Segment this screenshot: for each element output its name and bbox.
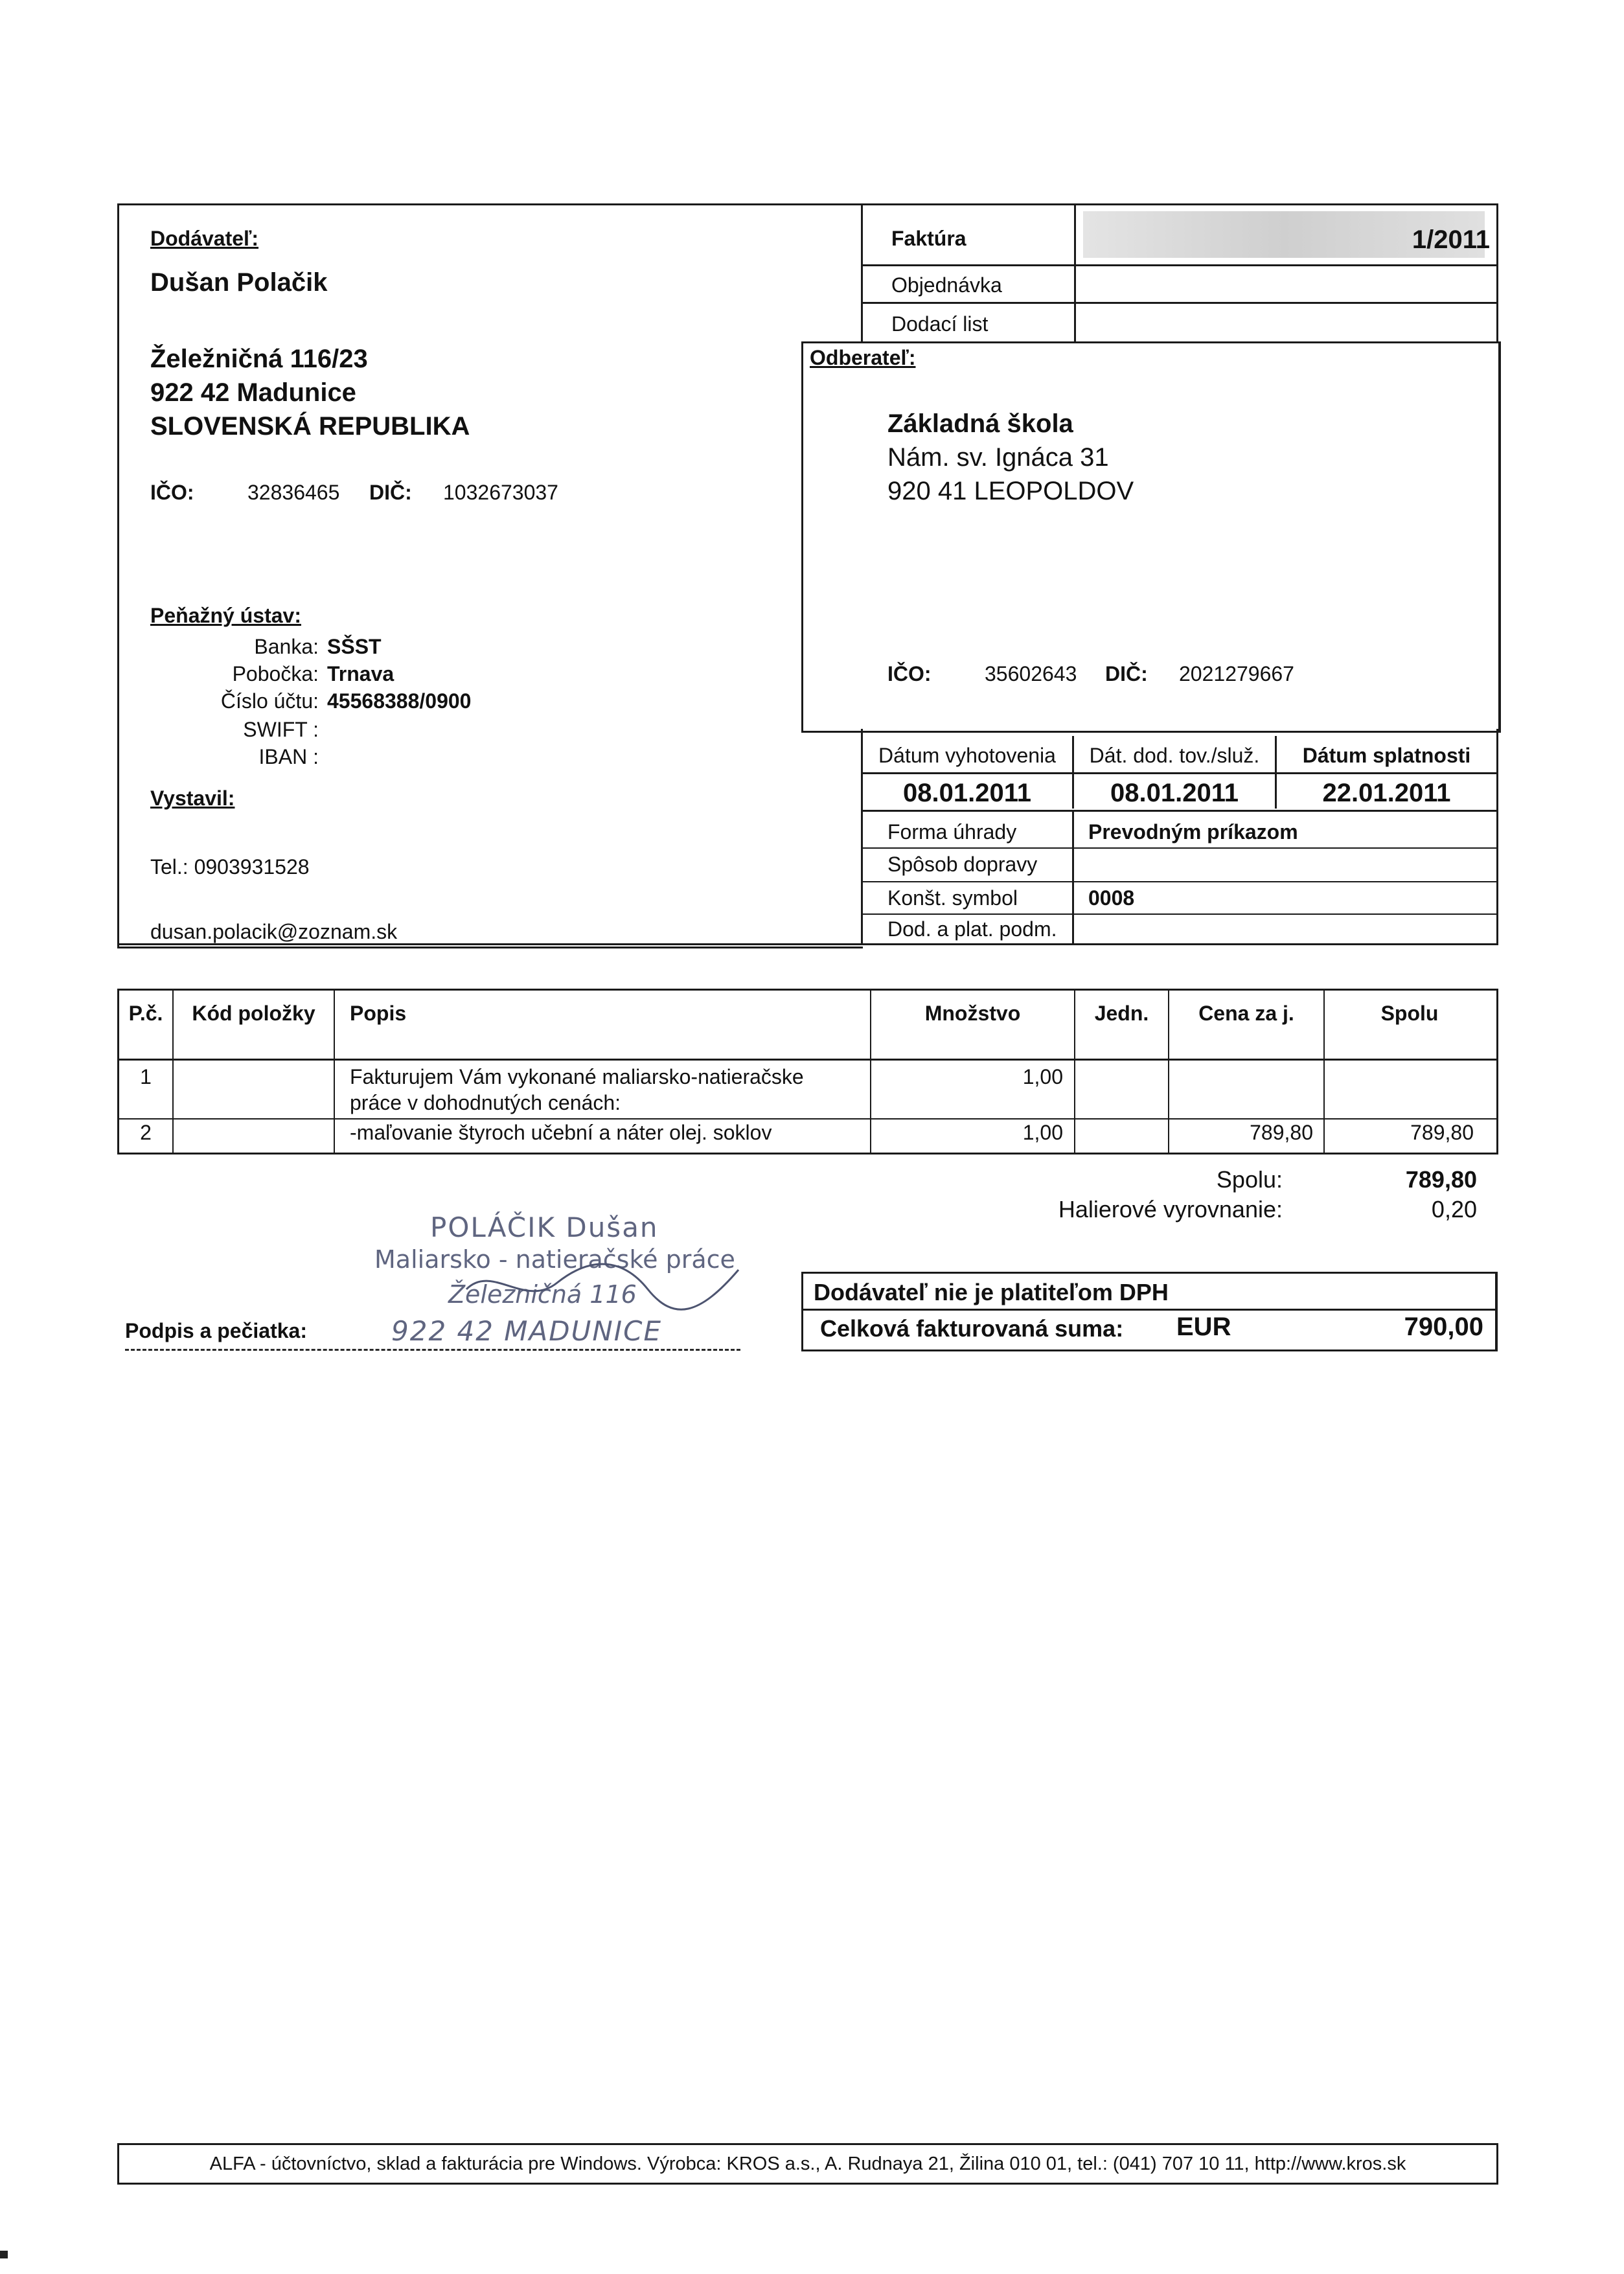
invoice-number: 1/2011 (1412, 225, 1490, 254)
payment-line-2 (861, 881, 1498, 882)
customer-city: 920 41 LEOPOLDOV (887, 477, 1134, 505)
supplier-ico: 32836465 (247, 481, 340, 504)
signature-label: Podpis a pečiatka: (125, 1319, 307, 1342)
supplier-ico-label: IČO: (150, 481, 194, 504)
table-header-line (117, 1059, 1498, 1061)
delivery-date-label: Dát. dod. tov./služ. (1089, 744, 1260, 767)
supplier-name: Dušan Polačik (150, 268, 328, 297)
order-label: Objednávka (891, 273, 1002, 297)
customer-street: Nám. sv. Ignáca 31 (887, 443, 1109, 472)
table-row-line (117, 1118, 1498, 1120)
final-currency: EUR (1176, 1313, 1231, 1341)
footer-text: ALFA - účtovníctvo, sklad a fakturácia pre Windows. Výrobca: KROS a.s., A. Rudnaya 21, Žilina 010 01, tel.: (041) 707 10 11, http://www.kros.sk (209, 2153, 1406, 2174)
swift-label: SWIFT : (243, 718, 319, 741)
supplier-dic-label: DIČ: (369, 481, 412, 504)
dates-value-line (861, 810, 1498, 812)
header-unit-price: Cena za j. (1198, 1002, 1294, 1025)
dates-label-line (861, 772, 1498, 774)
signature-stroke (466, 1264, 738, 1309)
customer-heading: Odberateľ: (810, 346, 916, 369)
row-total: 789,80 (1410, 1121, 1474, 1144)
signature-scribble (453, 1250, 751, 1328)
payment-bottom-line (117, 943, 1498, 945)
final-sum: 790,00 (1404, 1313, 1483, 1341)
header-unit: Jedn. (1094, 1002, 1149, 1025)
customer-dic-label: DIČ: (1105, 662, 1148, 685)
terms-label: Dod. a plat. podm. (887, 917, 1057, 941)
bank-value: SŠST (327, 635, 382, 658)
stamp-line-2: Maliarsko - natieračské práce (374, 1245, 735, 1274)
doc-top-line (861, 203, 1498, 205)
header-code: Kód položky (192, 1002, 315, 1025)
header-description: Popis (350, 1002, 407, 1025)
issue-date: 08.01.2011 (903, 779, 1031, 807)
issuer-heading: Vystavil: (150, 787, 235, 810)
customer-ico: 35602643 (985, 662, 1077, 685)
doc-right-border (1496, 203, 1498, 343)
final-sum-label: Celková fakturovaná suma: (820, 1315, 1124, 1342)
header-quantity: Množstvo (924, 1002, 1021, 1025)
dates-right-border (1496, 729, 1498, 945)
supplier-box (117, 203, 863, 948)
due-date-label: Dátum splatnosti (1302, 744, 1471, 767)
vat-note: Dodávateľ nie je platiteľom DPH (814, 1279, 1169, 1305)
stamp-line-3: Železničná 116 (448, 1280, 637, 1309)
doc-left-border (861, 203, 863, 343)
delivery-note-label: Dodací list (891, 312, 989, 336)
branch-value: Trnava (327, 662, 395, 685)
payment-line-1 (861, 847, 1498, 849)
bank-label: Banka: (254, 635, 319, 658)
rounding-label: Halierové vyrovnanie: (1058, 1196, 1283, 1223)
constant-symbol: 0008 (1088, 886, 1135, 910)
header-no: P.č. (128, 1002, 163, 1025)
row-quantity: 1,00 (1022, 1065, 1063, 1088)
final-sum-divider (801, 1309, 1498, 1311)
row-price: 789,80 (1250, 1121, 1313, 1144)
summary-total-label: Spolu: (1216, 1166, 1283, 1193)
branch-label: Pobočka: (232, 662, 319, 685)
payment-method-label: Forma úhrady (887, 820, 1017, 844)
issuer-phone: Tel.: 0903931528 (150, 855, 310, 879)
customer-ico-label: IČO: (887, 662, 932, 685)
row-description-line2: práce v dohodnutých cenách: (350, 1091, 621, 1114)
delivery-date: 08.01.2011 (1110, 779, 1239, 807)
rounding-value: 0,20 (1431, 1196, 1477, 1223)
supplier-street: Želežničná 116/23 (150, 345, 368, 373)
signature-dotted-line (125, 1349, 740, 1351)
invoice-label: Faktúra (891, 227, 966, 250)
account-value: 45568388/0900 (327, 689, 472, 713)
scan-mark (0, 2251, 8, 2258)
customer-name: Základná škola (887, 409, 1073, 438)
supplier-city: 922 42 Madunice (150, 378, 356, 407)
account-label: Číslo účtu: (220, 689, 319, 713)
due-date: 22.01.2011 (1322, 779, 1451, 807)
customer-dic: 2021279667 (1179, 662, 1294, 685)
payment-divider (1072, 810, 1074, 945)
stamp-line-4: 922 42 MADUNICE (391, 1315, 663, 1347)
header-total: Spolu (1380, 1002, 1439, 1025)
payment-line-3 (861, 913, 1498, 915)
row-no: 1 (140, 1065, 152, 1088)
transport-label: Spôsob dopravy (887, 853, 1038, 876)
summary-total: 789,80 (1405, 1166, 1477, 1193)
doc-row-line-1 (861, 264, 1498, 266)
supplier-dic: 1032673037 (443, 481, 558, 504)
supplier-heading: Dodávateľ: (150, 227, 259, 250)
doc-mid-divider (1074, 203, 1076, 343)
iban-label: IBAN : (258, 745, 319, 768)
constant-symbol-label: Konšt. symbol (887, 886, 1018, 910)
issuer-email: dusan.polacik@zoznam.sk (150, 920, 398, 943)
issue-date-label: Dátum vyhotovenia (878, 744, 1056, 767)
row-quantity: 1,00 (1022, 1121, 1063, 1144)
table-col-2 (334, 989, 335, 1153)
doc-row-line-2 (861, 302, 1498, 304)
supplier-country: SLOVENSKÁ REPUBLIKA (150, 412, 470, 441)
payment-method: Prevodným príkazom (1088, 820, 1298, 844)
stamp-line-1: POLÁČIK Dušan (430, 1212, 659, 1243)
row-description-line1: Fakturujem Vám vykonané maliarsko-natieračske (350, 1065, 804, 1088)
row-description-line1: -maľovanie štyroch učební a náter olej. soklov (350, 1121, 772, 1144)
row-no: 2 (140, 1121, 152, 1144)
bank-heading: Peňažný ústav: (150, 604, 301, 627)
